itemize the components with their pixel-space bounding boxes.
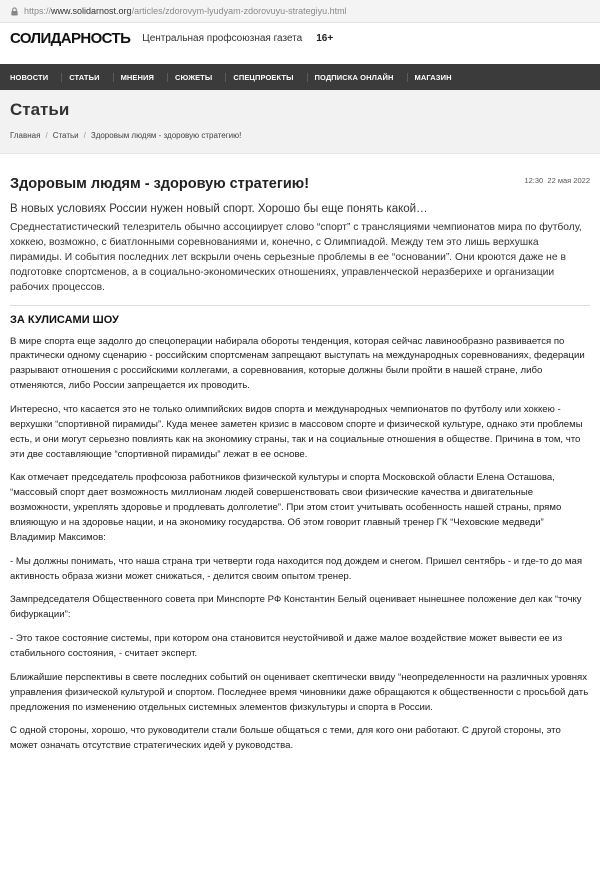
nav-articles[interactable]: СТАТЬИ	[69, 73, 113, 82]
article-paragraph: Интересно, что касается это не только олимпийских видов спорта и международных чемпионатов по футболу или хоккею - верхушки “спортивной пирамиды”. Куда менее заметен кризис в массовом спорте и физической культуре, однако эти проблемы есть, и они могут серьезно повлиять как на экономику страны, так и на социальные отношения в обществе. Причина в том, что эти две составляющие “спортивной пирамиды” лежат в ее основе.	[10, 403, 583, 460]
nav-news[interactable]: НОВОСТИ	[10, 73, 62, 82]
site-header	[0, 23, 600, 53]
nav-shop[interactable]: МАГАЗИН	[414, 72, 452, 82]
breadcrumb-articles[interactable]: Статьи	[52, 131, 79, 140]
article-paragraph: Ближайшие перспективы в свете последних событий он оценивает скептически ввиду “неопределенности на различных уровнях управления физической культурой и спортом. Последнее время чиновники даже обращаются к общественности с просьбой дать предложения по изменению отдельных системных элементов физкультуры и спорта в России.	[10, 671, 589, 713]
site-tagline: Центральная профсоюзная газета	[142, 32, 303, 44]
nav-stories[interactable]: СЮЖЕТЫ	[175, 73, 226, 82]
age-rating: 16+	[316, 32, 334, 44]
site-logo[interactable]: СОЛИДАРНОСТЬ	[10, 29, 131, 47]
article-lead: В новых условиях России нужен новый спорт. Хорошо бы еще понять какой…	[10, 203, 428, 215]
article-paragraph: С одной стороны, хорошо, что руководители стали больше общаться с теми, для кого они работают. С другой стороны, это может означать отсутствие стратегических идей у руководства.	[10, 725, 561, 752]
article-date	[524, 176, 590, 185]
breadcrumb-separator: /	[83, 131, 86, 140]
divider	[10, 305, 590, 306]
url-path: /articles/zdorovym-lyudyam-zdorovuyu-strategiyu.html	[131, 6, 347, 16]
address-bar[interactable]	[0, 0, 600, 23]
nav-special-projects[interactable]: СПЕЦПРОЕКТЫ	[233, 73, 307, 82]
article-time: 12:30	[524, 176, 544, 185]
url-scheme: https://	[24, 6, 52, 16]
article	[0, 176, 600, 754]
page-title: Статьи	[10, 100, 70, 119]
article-paragraph: Зампредседателя Общественного совета при Минспорте РФ Константин Белый оценивает нынешнее положение дел как “точку бифуркации”:	[10, 594, 582, 621]
breadcrumb-current: Здоровым людям - здоровую стратегию!	[90, 131, 242, 140]
section-title: ЗА КУЛИСАМИ ШОУ	[10, 313, 119, 326]
url-host: www.solidarnost.org	[51, 6, 132, 16]
breadcrumb-home[interactable]: Главная	[10, 131, 41, 140]
page-header	[0, 90, 600, 154]
article-paragraph: - Это такое состояние системы, при котором она становится неустойчивой и даже малое воздействие может вывести ее из стабильного состояния, - считает эксперт.	[10, 633, 563, 660]
nav-opinions[interactable]: МНЕНИЯ	[121, 73, 168, 82]
breadcrumb	[10, 131, 590, 140]
article-intro: Среднестатистический телезритель обычно ассоциирует слово “спорт” с трансляциями чемпионатов мира по футболу, хоккею, возможно, с биатлонными соревнованиями и, конечно, с Олимпиадой. Между тем это лишь верхушка пирамиды. И события последних лет вскрыли очень серьезные проблемы в ее “основании”. Они кроются даже не в подготовке спортсменов, а в социально-экономических отношениях, управленческой неразберихе и организации рабочих процессов.	[10, 221, 582, 293]
article-day: 22 мая 2022	[547, 176, 590, 185]
lock-icon	[10, 7, 19, 16]
article-paragraph: - Мы должны понимать, что наша страна три четверти года находится под дождем и снегом. Пришел сентябрь - и где-то до мая активность образа жизни может снижаться, - делится своим опытом тренер.	[10, 555, 583, 582]
article-title: Здоровым людям - здоровую стратегию!	[10, 176, 310, 192]
nav-subscription[interactable]: ПОДПИСКА ОНЛАЙН	[315, 73, 408, 82]
breadcrumb-separator: /	[45, 131, 48, 140]
main-nav	[0, 64, 600, 90]
article-paragraph: В мире спорта еще задолго до спецоперации набирала обороты тенденция, которая сейчас лавинообразно развивается по практически одному сценарию - российским спортсменам запрещают выступать на международных соревнованиях, федерации разрывают отношения с российскими коллегами, а соревнования, которые должны были пройти в нашей стране, либо отменяются, либо России запрещается их проводить.	[10, 335, 585, 392]
article-paragraph: Как отмечает председатель профсоюза работников физической культуры и спорта Московской области Елена Осташова, “массовый спорт дает возможность миллионам людей совершенствовать свои физические качества и двигательные возможности, укреплять здоровье и продлевать долголетие”. При этом стоит учитывать особенность нашей страны, прямо влияющую и на здоровье нации, и на экономику государства. Об этом говорит главный тренер ГК “Чеховские медведи” Владимир Максимов:	[10, 472, 562, 543]
